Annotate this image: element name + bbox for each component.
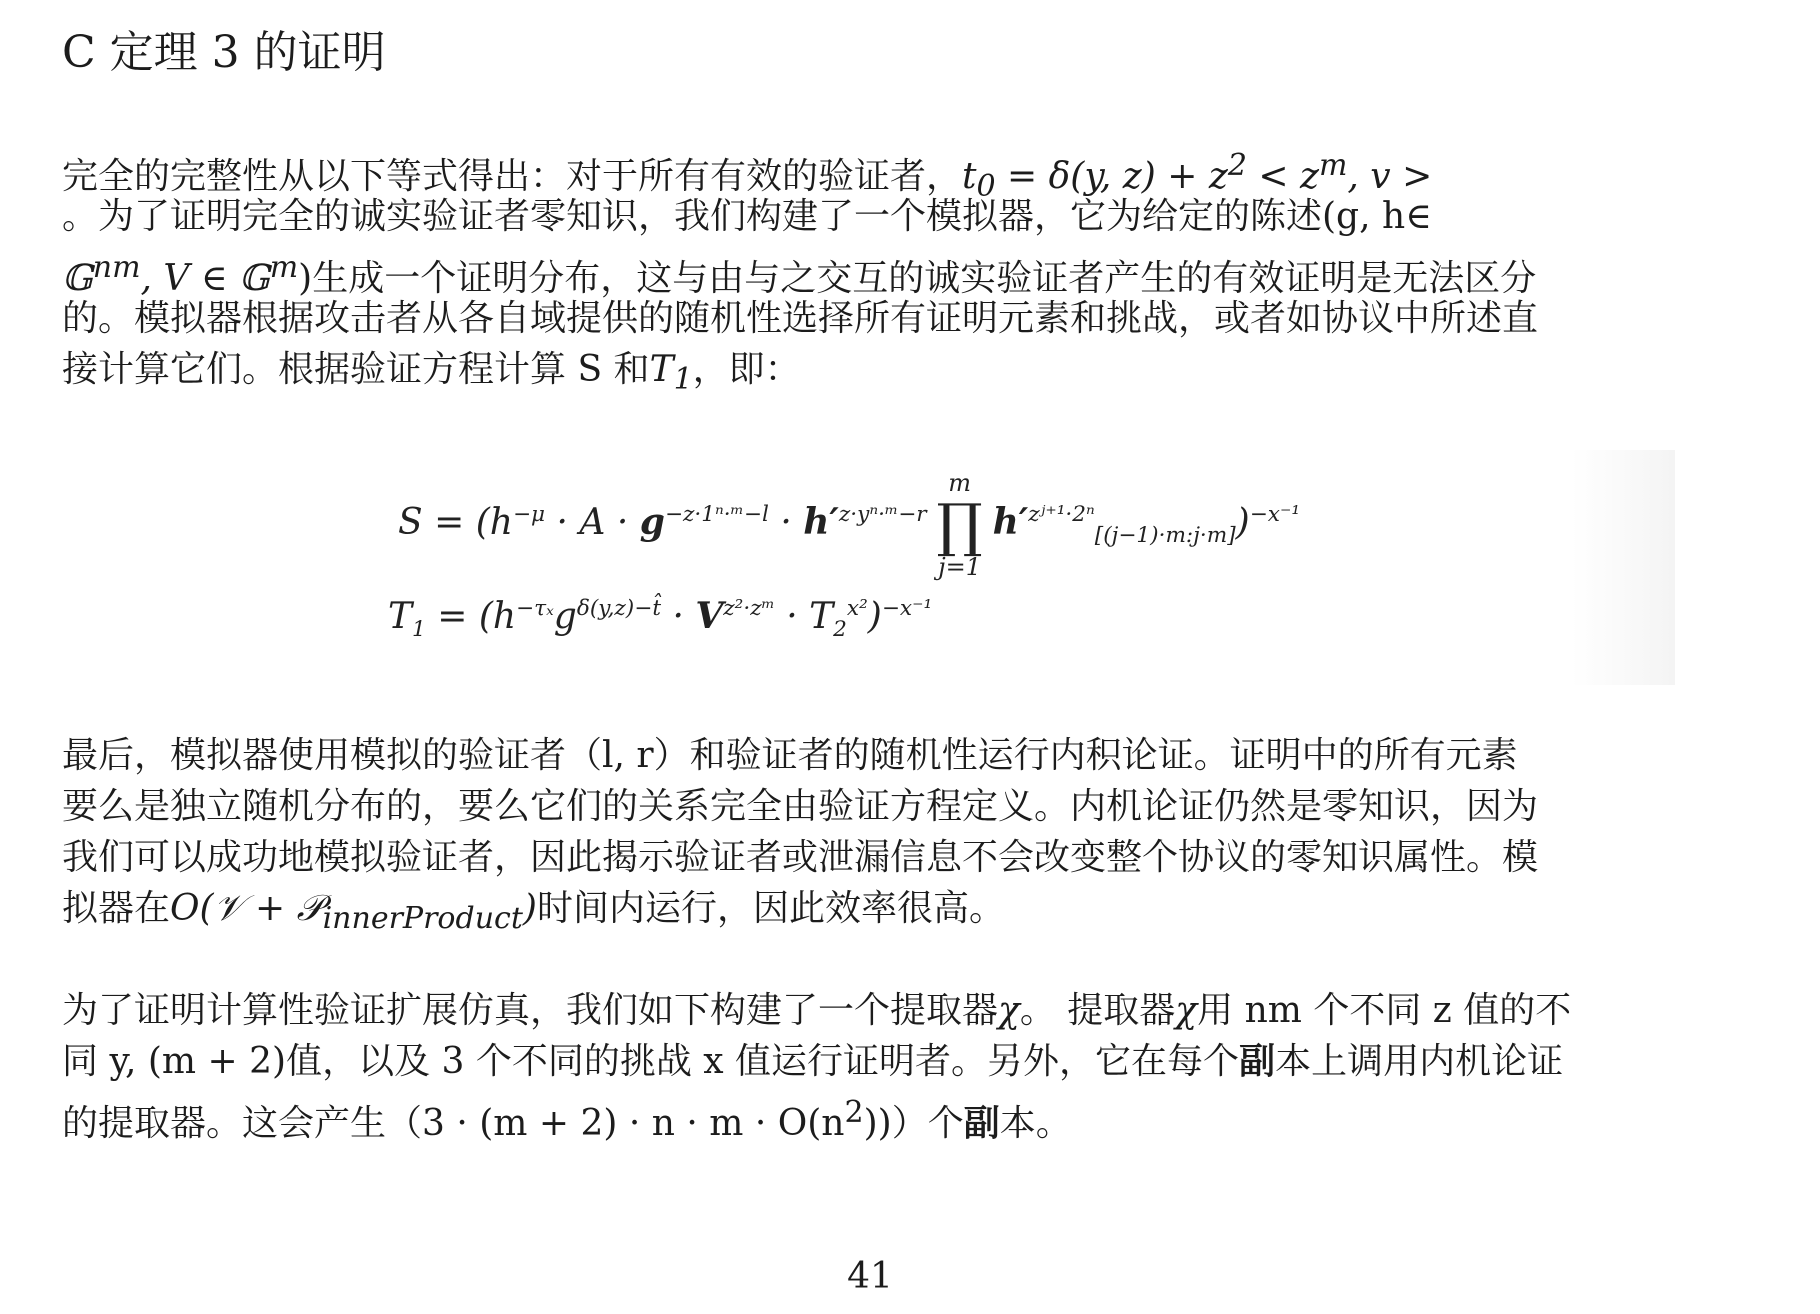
p2-line-1: 最后，模拟器使用模拟的验证者（l, r）和验证者的随机性运行内积论证。证明中的所有元素: [62, 735, 1518, 776]
p2-line-4: [62, 883, 1682, 937]
inline-math-t0: $t_0 = \delta(y$, $z) + z^2 < z^m$, v >: [962, 148, 1433, 205]
p3-line-2: 同 y, (m + 2)值，以及 3 个不同的挑战 x 值运行证明者。另外，它在每个副本上调用内机论证: [62, 1040, 1564, 1082]
p1-line-5-text: 接计算它们。根据验证方程计算 S 和: [62, 349, 650, 390]
inline-math-t1: $T_1$: [649, 349, 693, 398]
p2-line-3: 我们可以成功地模拟验证者，因此揭示验证者或泄漏信息不会改变整个协议的零知识属性。模: [62, 837, 1539, 878]
inline-math-copies: $3 \cdot (m + 2) \cdot n \cdot m \cdot O(n^2)$): [422, 1095, 892, 1144]
p1-line-3-text: )生成一个证明分布，这与由与之交互的诚实验证者产生的有效证明是无法区分: [298, 258, 1537, 299]
equation-t1: $T_1 = (h^{-\tau_x}g^{\delta(y,z)-t̂} \cdot V^{z^2\cdot zᵐ} \cdot T_2^{x^2})^{-x^{-1}}$: [388, 595, 933, 643]
p3-line-1: 为了证明计算性验证扩展仿真，我们如下构建了一个提取器χ。 提取器χ用 nm 个不同 z 值的不: [62, 990, 1572, 1031]
section-heading: C 定理 3 的证明: [62, 27, 386, 78]
page-number: 41: [847, 1256, 893, 1297]
p1-line-2: 。为了证明完全的诚实验证者零知识，我们构建了一个模拟器，它为给定的陈述(g, h∈: [62, 196, 1432, 237]
p1-line-4: 的。模拟器根据攻击者从各自域提供的随机性选择所有证明元素和挑战，或者如协议中所述直: [62, 298, 1539, 339]
paragraph-simulator: [62, 730, 1682, 937]
chi-symbol-2: χ: [1175, 990, 1198, 1031]
p1-line-5: [62, 344, 1682, 398]
equation-s: $S = (h^{-\mu} \cdot A \cdot g^{-z\cdot 1^n\cdot ᵐ-l} \cdot h'^{z\cdot y^n\cdot ᵐ-r}$ m ∏ j=1 $h'^{zʲ^{+1}\cdot 2^n}_{[(j-1)\cdot m:j\cdot m]})^{-x^{-1}}$: [398, 469, 1301, 581]
p2-line-2: 要么是独立随机分布的，要么它们的关系完全由验证方程定义。内机论证仍然是零知识，因为: [62, 786, 1539, 827]
inline-math-group: 𝔾$^{nm}$, V ∈ 𝔾$^m$: [62, 250, 299, 299]
paragraph-extractor: [62, 985, 1682, 1144]
p1-line-5-end: ，即：: [692, 349, 801, 390]
product-operator: m ∏ j=1: [936, 469, 983, 581]
paragraph-completeness: [62, 140, 1682, 398]
p2-line-4-end: 时间内运行，因此效率很高。: [536, 888, 1005, 929]
p1-line-1-text: 完全的完整性从以下等式得出：对于所有有效的验证者，: [62, 156, 963, 197]
p2-line-4-text: 拟器在: [62, 888, 171, 929]
chi-symbol: χ: [998, 990, 1020, 1031]
inline-math-complexity: O(𝒱 + 𝒫$_{innerProduct}$): [170, 888, 537, 937]
p3-line-3: 的提取器。这会产生$(3 \cdot (m + 2) \cdot n \cdot m \cdot O(n^2))$）个副本。: [62, 1095, 1072, 1144]
p1-line-3: [62, 242, 1682, 299]
p1-line-1: [62, 140, 1682, 205]
